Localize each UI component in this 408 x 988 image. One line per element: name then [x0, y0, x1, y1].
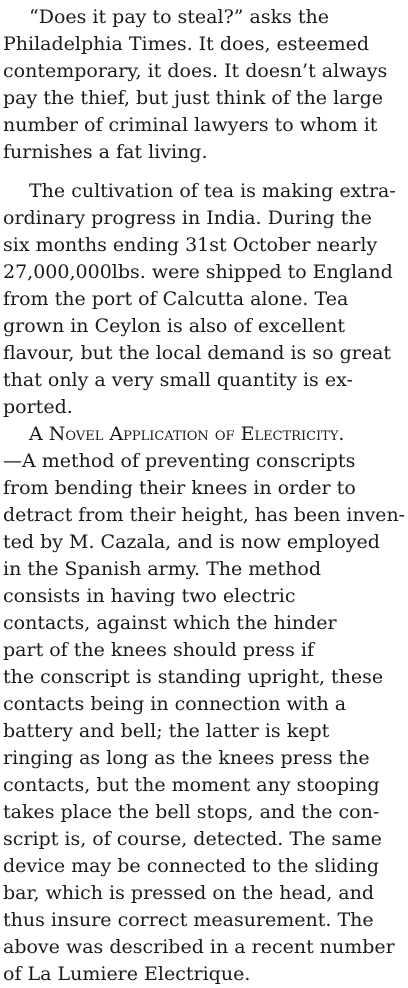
text-line: —A method of preventing conscripts [3, 450, 356, 472]
text-line: contacts, but the moment any stooping [3, 774, 380, 796]
text-line: that only a very small quantity is ex- [3, 369, 353, 391]
text-line: detract from their height, has been inven- [3, 504, 405, 526]
paragraph-tea [3, 178, 405, 421]
text-line: contacts, against which the hinder [3, 612, 337, 634]
text-line: six months ending 31st October nearly [3, 234, 378, 256]
text-line: the conscript is standing upright, these [3, 666, 384, 688]
text-line: consists in having two electric [3, 585, 296, 607]
text-line: Philadelphia Times. It does, esteemed [3, 33, 370, 55]
text-line: “Does it pay to steal?” asks the [29, 6, 330, 28]
text-line: ported. [3, 396, 73, 418]
text-line: number of criminal lawyers to whom it [3, 114, 378, 136]
article-heading: A Novel Application of Electricity. [29, 423, 345, 445]
text-line: ordinary progress in India. During the [3, 207, 372, 229]
text-line: furnishes a fat living. [3, 141, 208, 163]
paragraph-steal [3, 4, 405, 166]
text-line: flavour, but the local demand is so great [3, 342, 392, 364]
text-line: contemporary, it does. It doesn’t always [3, 60, 388, 82]
text-line: device may be connected to the sliding [3, 855, 380, 877]
text-line: from bending their knees in order to [3, 477, 356, 499]
text-line: takes place the bell stops, and the con- [3, 801, 380, 823]
text-line: script is, of course, detected. The same [3, 828, 382, 850]
text-line: The cultivation of tea is making extra- [29, 180, 396, 202]
text-line: above was described in a recent number [3, 936, 395, 958]
text-line: bar, which is pressed on the head, and [3, 882, 375, 904]
paragraph-electricity [3, 421, 405, 988]
text-line: thus insure correct measurement. The [3, 909, 374, 931]
text-line: 27,000,000lbs. were shipped to England [3, 261, 393, 283]
text-line: from the port of Calcutta alone. Tea [3, 288, 349, 310]
text-line: ringing as long as the knees press the [3, 747, 370, 769]
text-line: part of the knees should press if [3, 639, 315, 661]
text-line: contacts being in connection with a [3, 693, 347, 715]
text-line: grown in Ceylon is also of excellent [3, 315, 346, 337]
text-line: of La Lumiere Electrique. [3, 963, 251, 985]
newspaper-column [3, 4, 405, 988]
text-line: ted by M. Cazala, and is now employed [3, 531, 380, 553]
text-line: pay the thief, but just think of the large [3, 87, 383, 109]
text-line: battery and bell; the latter is kept [3, 720, 330, 742]
text-line: in the Spanish army. The method [3, 558, 321, 580]
